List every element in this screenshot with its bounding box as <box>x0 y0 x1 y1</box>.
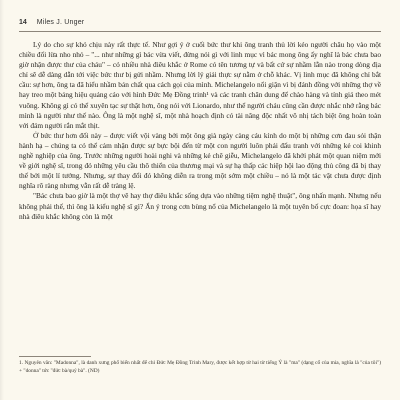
paragraph-2: Ở bức thư hơn đối này – được viết vội vàng bởi một ông già ngày càng cáu kỉnh do một bị những cơn đau sỏi thận hành hạ – chúng ta có thể cảm nhận được sự bực bội đến từ một con người luôn phải đấu tranh với những kẻ coi khinh nghề nghiệp của ông. Trước những người hoài nghi và những kẻ chê giễu, Michelangelo đã khởi phát một quan niệm mới về giới nghệ sĩ, trong đó những yêu cầu thô thiển của thương mại và sự hạ thấp các hiệp hội lao động thủ công đã bị thay thế bởi một lí tưởng. Nhưng, sự thay đổi đó không diễn ra trong một sớm một chiều – nó là một tác vật chưa được định nghĩa rõ ràng nhưng vẫn rất dễ tràng lệ. <box>19 130 381 191</box>
footnote-divider <box>19 356 91 357</box>
page-number: 14 <box>19 18 27 26</box>
page-gutter-shadow <box>0 0 4 400</box>
running-head-author: Miles J. Unger <box>36 18 85 26</box>
body-text <box>19 40 381 222</box>
running-head <box>19 13 381 32</box>
footnote: 1. Nguyên văn: "Madonna", là danh xưng phổ biến nhất để chỉ Đức Mẹ Đồng Trinh Mary, được kết hợp từ hai từ tiếng Ý là "ma" (dạng cổ của mia, nghĩa là "của tôi") + "donna" tức "đức bà/quý bà". (ND) <box>19 360 381 374</box>
paragraph-1: Lý do cho sự khó chịu này rất thực tế. Như gợi ý ở cuối bức thư khi ông tranh thủ lời kéo người châu họ vào một chiều đối lừa nho nhỏ – "... như những gì bác vừa viết, đừng nói gì với linh mục vì bác mong ông ấy nghĩ là bác chưa bao giờ nhận được thư của cháu" – có nhiều nhà điêu khắc ở Rome có tên tương tự và bất cứ sự nhầm lẫn nào trong dòng địa chỉ sẽ dễ dàng dẫn tới việc bức thư bị gửi nhầm. Nhưng lời lý giải thực sự nằm ở chỗ khác. Vị linh mục đã không chỉ bắt cầu: sự hơn, ông ta đã hiểu nhầm bản chất qua cách gọi của mình. Michelangelo nổi giận vì bị đánh đồng với những thợ về hay treo một bảng hiệu quảng cáo với hình Đức Mẹ Đồng trinh¹ và các tranh chân dung để chào hàng và tính giá theo mét vuông. Không gì có thể xuyên tạc sự thật hơn, ông nói với Lionardo, như thể người cháu cũng cần được nhắc nhớ rằng bác mình là người như thế nào. Ông là một nghệ sĩ, một nhà hoạch định có tài năng độc nhất vô nhị tách biệt ông hoàn toàn với đám người rắn mắt thịt. <box>19 40 381 130</box>
paragraph-3: "Bác chưa bao giờ là một thợ vẽ hay thợ điêu khắc sống dựa vào những tiệm nghệ thuật", ông nhấn mạnh. Nhưng nếu không phải thế, thì ông là kiểu nghệ sĩ gì? Ẩn ý trong cơn bùng nổ của Michelangelo là một tuyên bố cực đoan: họa sĩ hay nhà điêu khắc không còn là một <box>19 191 381 221</box>
